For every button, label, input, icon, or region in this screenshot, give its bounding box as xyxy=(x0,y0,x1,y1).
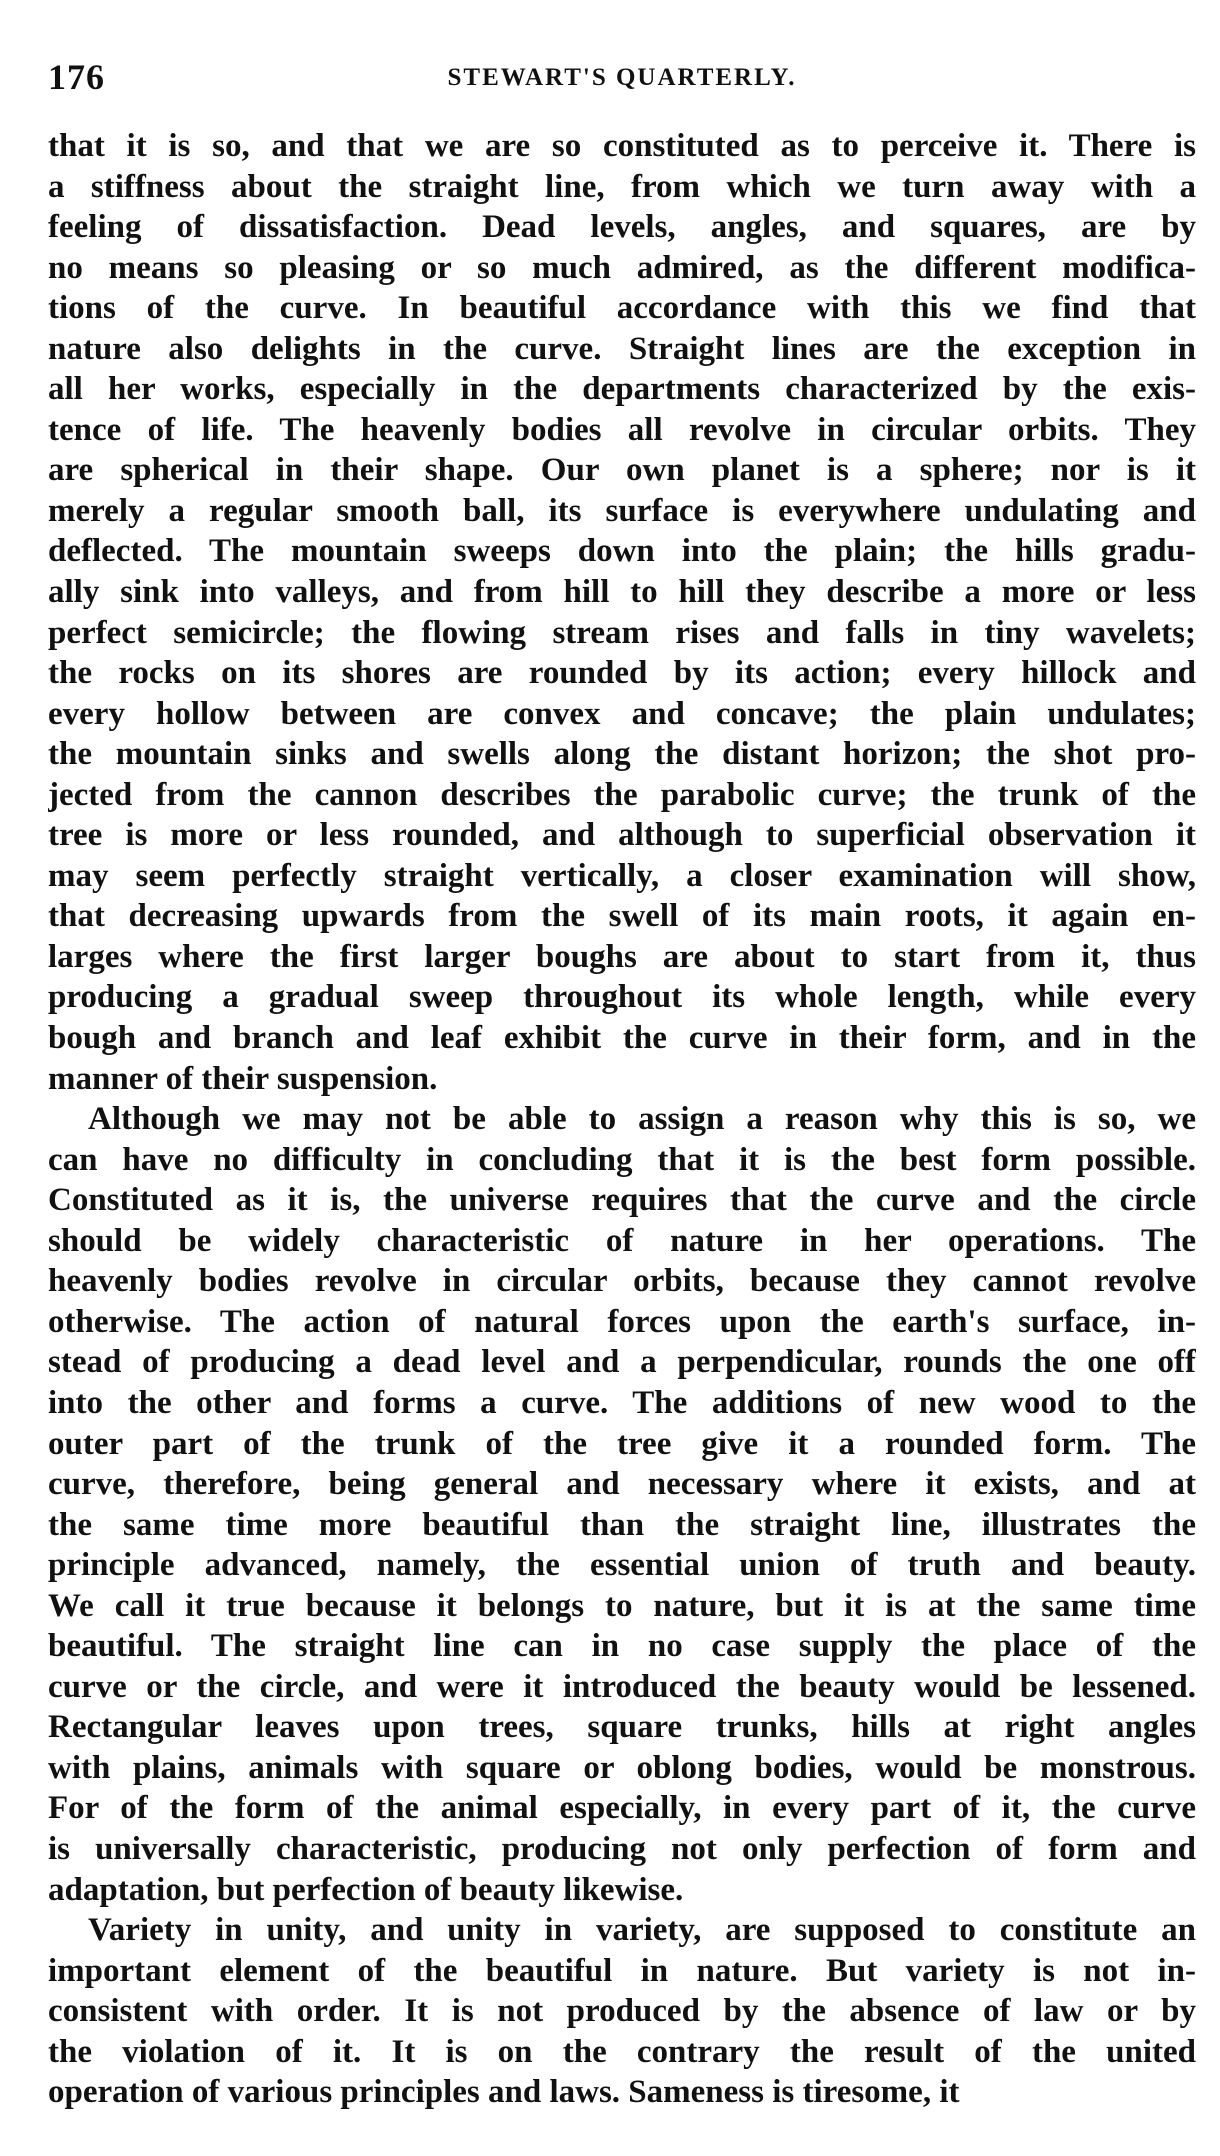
text-line: Although we may not be able to assign a reason why this is so, we xyxy=(88,1101,1196,1138)
text-line: bough and branch and leaf exhibit the curve in their form, and in the xyxy=(48,1020,1196,1057)
text-line: every hollow between are convex and concave; the plain undulates; xyxy=(48,695,1196,732)
text-line: important element of the beautiful in nature. But variety is not in- xyxy=(48,1952,1196,1989)
text-line: heavenly bodies revolve in circular orbits, because they cannot revolve xyxy=(48,1263,1196,1300)
text-line: tence of life. The heavenly bodies all revolve in circular orbits. They xyxy=(48,411,1196,448)
text-line: the violation of it. It is on the contrary the result of the united xyxy=(48,2033,1196,2070)
text-line: are spherical in their shape. Our own planet is a sphere; nor is it xyxy=(48,452,1196,489)
text-line: perfect semicircle; the flowing stream rises and falls in tiny wavelets; xyxy=(48,614,1196,651)
text-line: with plains, animals with square or oblong bodies, would be monstrous. xyxy=(48,1749,1196,1786)
journal-title: STEWART'S QUARTERLY. xyxy=(447,64,797,91)
text-line: all her works, especially in the departments characterized by the exis- xyxy=(48,371,1196,408)
text-line: operation of various principles and laws. Sameness is tiresome, it xyxy=(48,2074,960,2111)
text-line: the rocks on its shores are rounded by its action; every hillock and xyxy=(48,655,1196,692)
text-line: that decreasing upwards from the swell of its main roots, it again en- xyxy=(48,898,1196,935)
text-line: the same time more beautiful than the straight line, illustrates the xyxy=(48,1506,1196,1543)
text-line: For of the form of the animal especially, in every part of it, the curve xyxy=(48,1790,1196,1827)
text-line: nature also delights in the curve. Straight lines are the exception in xyxy=(48,330,1196,367)
text-line: principle advanced, namely, the essential union of truth and beauty. xyxy=(48,1547,1196,1584)
text-line: deflected. The mountain sweeps down into the plain; the hills gradu- xyxy=(48,533,1196,570)
text-line: larges where the first larger boughs are about to start from it, thus xyxy=(48,938,1196,975)
text-line: should be widely characteristic of nature in her operations. The xyxy=(48,1222,1196,1259)
text-line: is universally characteristic, producing not only perfection of form and xyxy=(48,1830,1196,1867)
text-line: can have no difficulty in concluding that it is the best form possible. xyxy=(48,1141,1196,1178)
text-line: jected from the cannon describes the parabolic curve; the trunk of the xyxy=(48,776,1196,813)
text-line: stead of producing a dead level and a perpendicular, rounds the one off xyxy=(48,1344,1196,1381)
text-line: may seem perfectly straight vertically, a closer examination will show, xyxy=(48,857,1196,894)
text-line: consistent with order. It is not produced by the absence of law or by xyxy=(48,1993,1196,2030)
text-line: tions of the curve. In beautiful accordance with this we find that xyxy=(48,290,1196,327)
text-line: We call it true because it belongs to nature, but it is at the same time xyxy=(48,1587,1196,1624)
paragraph xyxy=(48,126,1196,1099)
text-line: curve or the circle, and were it introduced the beauty would be lessened. xyxy=(48,1668,1196,1705)
text-line: ally sink into valleys, and from hill to hill they describe a more or less xyxy=(48,574,1196,611)
text-line: curve, therefore, being general and necessary where it exists, and at xyxy=(48,1466,1196,1503)
page xyxy=(48,56,1196,2113)
text-line: producing a gradual sweep throughout its whole length, while every xyxy=(48,979,1196,1016)
paragraph xyxy=(48,1099,1196,1910)
body-text xyxy=(48,126,1196,2113)
text-line: tree is more or less rounded, and although to superficial observation it xyxy=(48,817,1196,854)
text-line: Variety in unity, and unity in variety, are supposed to constitute an xyxy=(88,1912,1196,1949)
text-line: feeling of dissatisfaction. Dead levels, angles, and squares, are by xyxy=(48,209,1196,246)
text-line: into the other and forms a curve. The additions of new wood to the xyxy=(48,1384,1196,1421)
text-line: no means so pleasing or so much admired, as the different modifica- xyxy=(48,249,1196,286)
text-line: Rectangular leaves upon trees, square trunks, hills at right angles xyxy=(48,1709,1196,1746)
text-line: otherwise. The action of natural forces upon the earth's surface, in- xyxy=(48,1303,1196,1340)
text-line: manner of their suspension. xyxy=(48,1060,438,1097)
text-line: beautiful. The straight line can in no case supply the place of the xyxy=(48,1628,1196,1665)
text-line: the mountain sinks and swells along the distant horizon; the shot pro- xyxy=(48,736,1196,773)
text-line: adaptation, but perfection of beauty likewise. xyxy=(48,1871,684,1908)
text-line: merely a regular smooth ball, its surface is everywhere undulating and xyxy=(48,492,1196,529)
text-line: Constituted as it is, the universe requires that the curve and the circle xyxy=(48,1182,1196,1219)
text-line: a stiffness about the straight line, from which we turn away with a xyxy=(48,168,1196,205)
paragraph xyxy=(48,1910,1196,2113)
text-line: outer part of the trunk of the tree give it a rounded form. The xyxy=(48,1425,1196,1462)
page-number: 176 xyxy=(48,57,105,97)
text-line: that it is so, and that we are so constituted as to perceive it. There is xyxy=(48,128,1196,164)
running-head xyxy=(48,56,1196,112)
